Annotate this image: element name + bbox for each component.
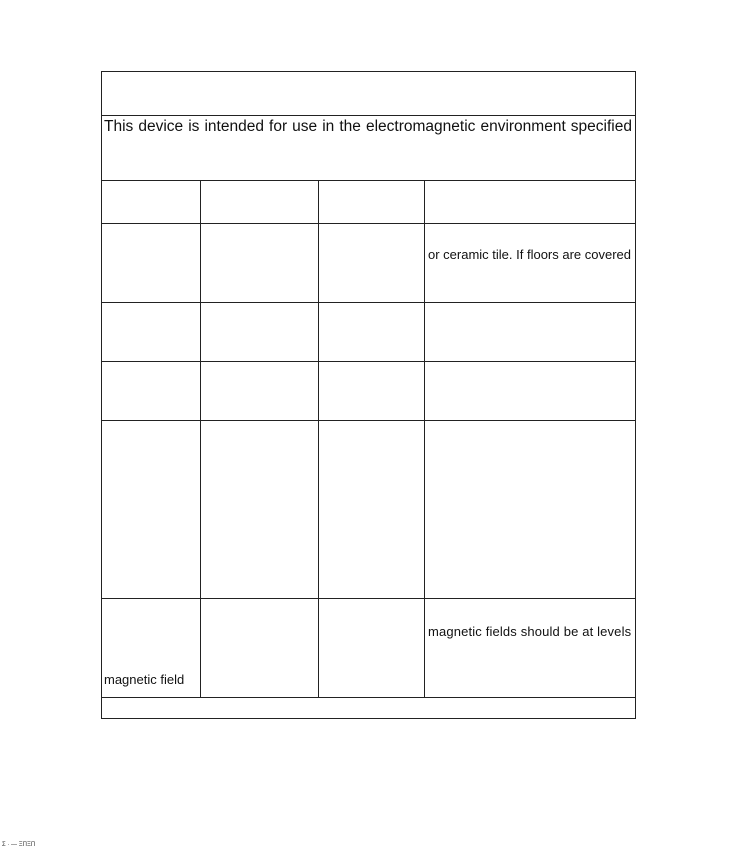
- row-divider: [101, 302, 636, 303]
- row-divider: [101, 361, 636, 362]
- intro-text: This device is intended for use in the electromagnetic environment specified: [104, 118, 632, 135]
- row-divider: [101, 180, 636, 181]
- column-divider: [424, 180, 425, 697]
- row-divider: [101, 223, 636, 224]
- column-divider: [318, 180, 319, 697]
- row-divider: [101, 697, 636, 698]
- row-divider: [101, 420, 636, 421]
- table-frame: [101, 71, 636, 719]
- column-divider: [200, 180, 201, 697]
- cell-guidance-text: or ceramic tile. If floors are covered: [428, 247, 632, 262]
- row-divider: [101, 115, 636, 116]
- row-divider: [101, 598, 636, 599]
- cell-guidance-text: magnetic fields should be at levels: [428, 624, 632, 639]
- cell-test-name: magnetic field: [104, 672, 185, 687]
- footer-mark: Σ · — ΞΠΞΠ: [2, 842, 36, 848]
